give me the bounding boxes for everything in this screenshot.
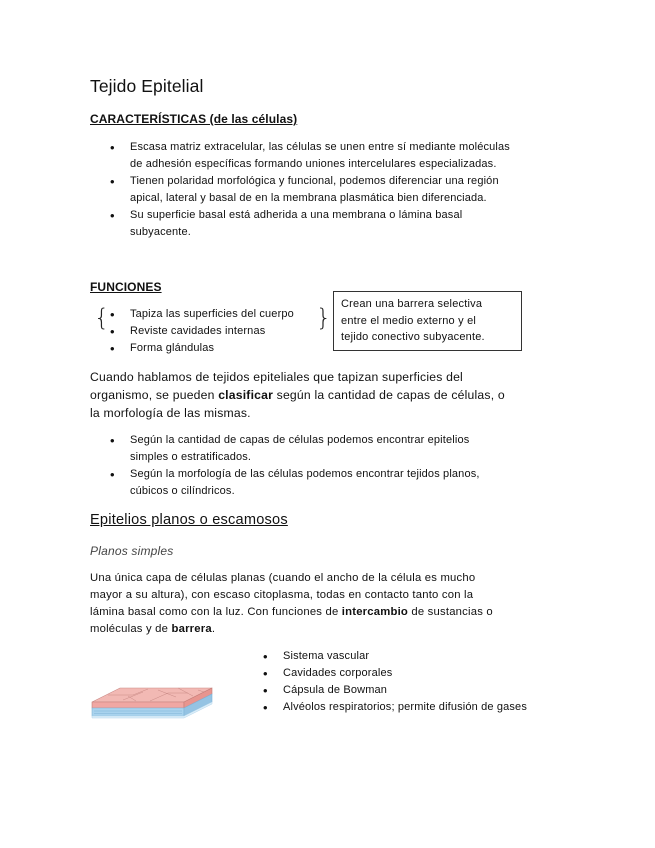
funciones-item-2: Reviste cavidades internas [130,325,266,337]
epitelios-heading: Epitelios planos o escamosos [90,512,288,528]
list-item [130,139,570,156]
caracteristicas-heading: CARACTERÍSTICAS (de las células) [90,112,298,126]
list-item [130,173,570,190]
epitelios-line-1: Una única capa de células planas (cuando el ancho de la célula es mucho [90,572,476,584]
funciones-item-3: Forma glándulas [130,342,215,354]
clasificacion-item-1a: Según la cantidad de capas de células podemos encontrar epitelios [130,434,470,446]
intercambio-bold: intercambio [341,606,409,618]
epitelios-item-1: Sistema vascular [283,650,370,662]
barrera-bold: barrera [171,623,212,635]
epitelios-line-4-pre: moléculas y de [90,623,172,635]
planos-simples-subheading: Planos simples [90,544,174,558]
list-item [130,207,570,224]
box-line-1: Crean una barrera selectiva [341,298,483,310]
caracteristicas-list [130,139,570,241]
list-item [130,432,560,449]
left-brace: { [94,304,110,332]
funciones-heading: FUNCIONES [90,280,162,294]
list-item-continuation [130,224,570,241]
caracteristicas-item-1a: Escasa matriz extracelular, las células se unen entre sí mediante moléculas [130,141,510,153]
box-line-3: tejido conectivo subyacente. [341,331,485,343]
epitelios-line-3-pre: lámina basal como con la luz. Con funciones de [90,606,342,618]
clasificacion-line-3: la morfología de las mismas. [90,406,251,420]
epitelios-line-2: mayor a su altura), con escaso citoplasma, todas en contacto tanto con la [90,589,474,601]
epitelios-line-4-post: . [211,623,216,635]
epitelios-item-2: Cavidades corporales [283,667,393,679]
epitelios-list [283,648,583,716]
clasificar-bold: clasificar [218,388,274,402]
list-item [283,682,583,699]
clasificacion-paragraph [90,368,570,422]
list-item [130,340,330,357]
list-item [283,699,583,716]
caracteristicas-item-2a: Tienen polaridad morfológica y funcional, podemos diferenciar una región [130,175,499,187]
list-item [130,466,560,483]
clasificacion-item-2a: Según la morfología de las células podemos encontrar tejidos planos, [130,468,480,480]
epitelios-line-3-post: de sustancias o [408,606,493,618]
funciones-item-1: Tapiza las superficies del cuerpo [130,308,294,320]
list-item [283,665,583,682]
list-item [130,323,330,340]
funciones-note-box [333,291,522,351]
clasificacion-list [130,432,560,500]
clasificacion-line-2-post: según la cantidad de capas de células, o [273,388,505,402]
epitelios-paragraph [90,570,570,638]
clasificacion-line-1: Cuando hablamos de tejidos epiteliales que tapizan superficies del [90,370,463,384]
simple-squamous-epithelium-illustration [88,680,214,730]
list-item-continuation [130,156,570,173]
clasificacion-item-2b: cúbicos o cilíndricos. [130,485,235,497]
list-item-continuation [130,483,560,500]
epitelios-item-3: Cápsula de Bowman [283,684,388,696]
caracteristicas-item-3a: Su superficie basal está adherida a una membrana o lámina basal [130,209,463,221]
list-item-continuation [130,190,570,207]
caracteristicas-item-1b: de adhesión específicas formando uniones intercelulares especializadas. [130,158,497,170]
clasificacion-line-2-pre: organismo, se pueden [90,388,219,402]
list-item-continuation [130,449,560,466]
page-title: Tejido Epitelial [90,76,204,96]
caracteristicas-item-3b: subyacente. [130,226,191,238]
caracteristicas-item-2b: apical, lateral y basal de en la membrana plasmática bien diferenciada. [130,192,487,204]
epitelios-item-4: Alvéolos respiratorios; permite difusión de gases [283,701,527,713]
right-brace: } [316,304,332,332]
box-line-2: entre el medio externo y el [341,314,477,327]
funciones-list [130,306,330,357]
clasificacion-item-1b: simples o estratificados. [130,451,252,463]
list-item [130,306,330,323]
list-item [283,648,583,665]
